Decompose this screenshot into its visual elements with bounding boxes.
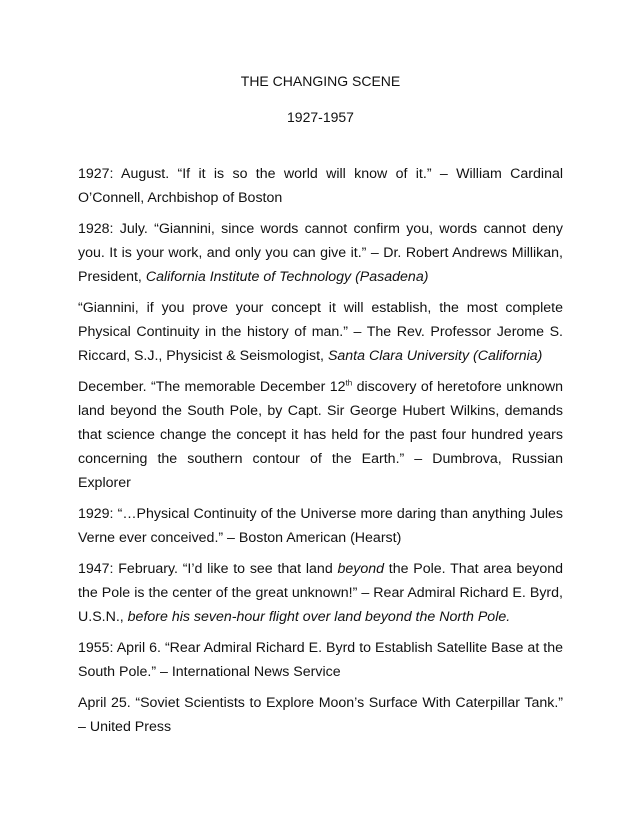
quote-list — [78, 162, 563, 739]
entry-text: 1929: “…Physical Continuity of the Universe more daring than anything Jules Verne ever conceived.” – Boston American (Hearst) — [78, 506, 563, 546]
document-years: 1927-1957 — [287, 109, 354, 125]
quote-entry — [78, 502, 563, 550]
entry-text: discovery of heretofore unknown land beyond the South Pole, by Capt. Sir George Hubert Wilkins, demands that science change the concept it has held for the past four hundred years concerning the southern contour of the Earth.” – Dumbrova, Russian Explorer — [78, 379, 563, 491]
quote-entry — [78, 162, 563, 210]
entry-text: 1928: July. “Giannini, since words cannot confirm you, words cannot deny you. It is your work, and only you can give it.” – Dr. Robert Andrews Millikan, President, — [78, 221, 563, 285]
quote-entry — [78, 636, 563, 684]
entry-text: “Giannini, if you prove your concept it will establish, the most complete Physical Continuity in the history of man.” – The Rev. Professor Jerome S. Riccard, S.J., Physicist & Seismologist, — [78, 300, 563, 364]
entry-text: 1927: August. “If it is so the world will know of it.” – William Cardinal O’Connell, Archbishop of Boston — [78, 166, 563, 206]
quote-entry — [78, 296, 563, 368]
quote-entry — [78, 557, 563, 629]
entry-text-italic: Santa Clara University (California) — [327, 348, 543, 364]
entry-text: 1947: February. “I’d like to see that land — [78, 561, 338, 577]
quote-entry — [78, 375, 563, 495]
entry-text: April 25. “Soviet Scientists to Explore Moon’s Surface With Caterpillar Tank.” – United Press — [78, 695, 563, 735]
quote-entry — [78, 217, 563, 289]
entry-text-italic: before his seven-hour flight over land beyond the North Pole. — [127, 609, 511, 625]
entry-text: the Pole. That area beyond the Pole is the center of the great unknown!” – Rear Admiral Richard E. Byrd, U.S.N., — [78, 561, 563, 625]
entry-text-italic: beyond — [337, 561, 385, 577]
entry-text-italic: California Institute of Technology (Pasadena) — [145, 269, 429, 285]
quote-entry — [78, 691, 563, 739]
document-page — [78, 72, 563, 746]
entry-text: 1955: April 6. “Rear Admiral Richard E. Byrd to Establish Satellite Base at the South Pole.” – International News Service — [78, 640, 563, 680]
entry-text: December. “The memorable December 12 — [78, 379, 346, 395]
ordinal-suffix: th — [345, 378, 353, 388]
document-title: THE CHANGING SCENE — [240, 73, 401, 89]
